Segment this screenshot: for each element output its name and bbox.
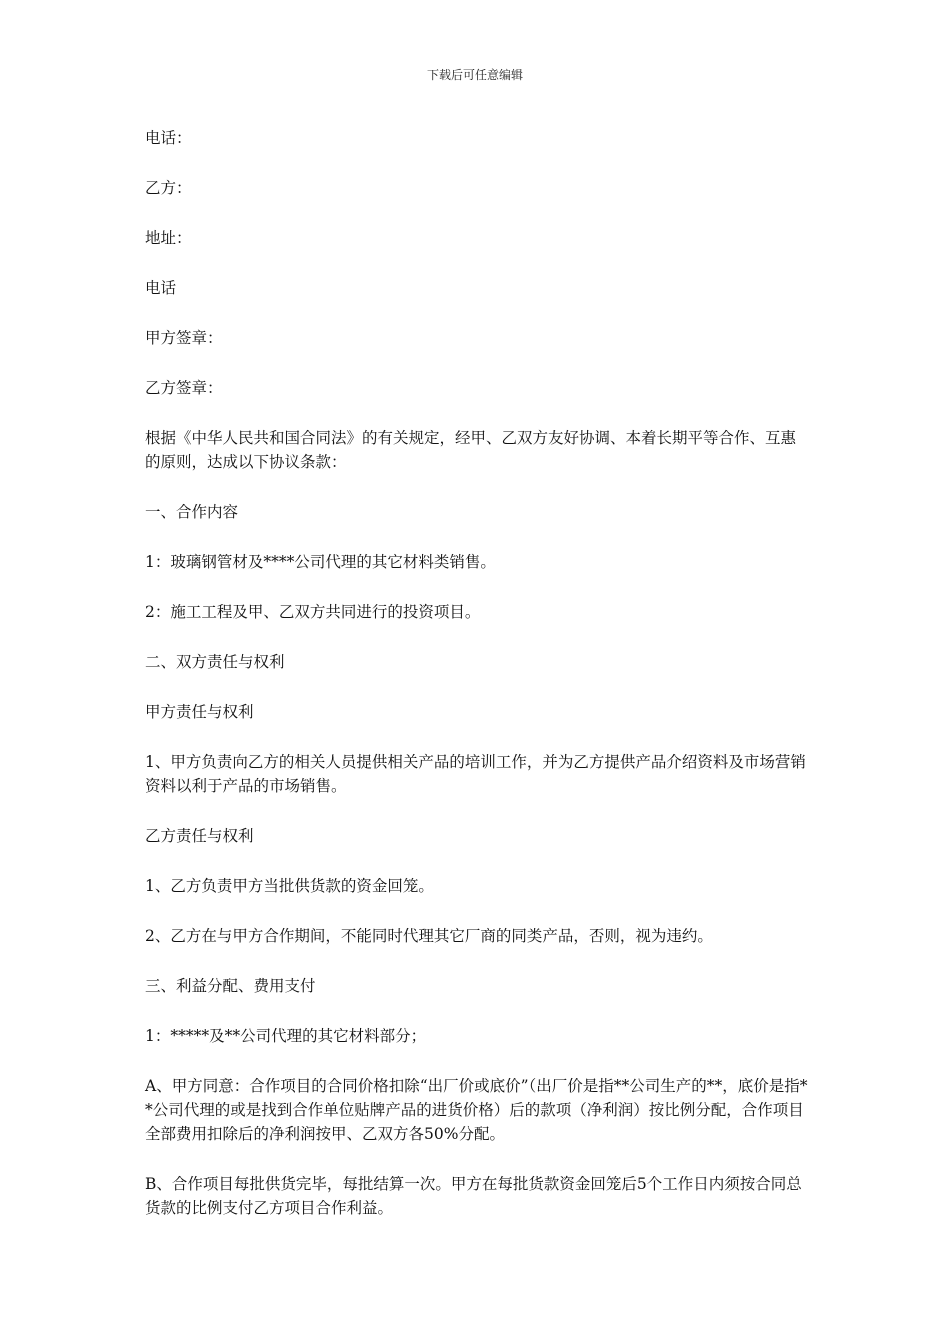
clause-1-1: 1：玻璃钢管材及****公司代理的其它材料类销售。 bbox=[145, 553, 496, 571]
page-header: 下载后可任意编辑 bbox=[426, 68, 523, 82]
section-heading-1: 一、合作内容 bbox=[145, 503, 239, 521]
section-heading-3: 三、利益分配、费用支付 bbox=[145, 977, 316, 995]
clause-2-a-1: 1、甲方负责向乙方的相关人员提供相关产品的培训工作，并为乙方提供产品介绍资料及市场营销资料以利于产品的市场销售。 bbox=[145, 753, 806, 795]
clause-3-1: 1：*****及**公司代理的其它材料部分； bbox=[145, 1027, 427, 1045]
preamble-paragraph: 根据《中华人民共和国合同法》的有关规定，经甲、乙双方友好协调、本着长期平等合作、互惠的原则，达成以下协议条款： bbox=[145, 429, 797, 471]
party-b-line: 乙方： bbox=[145, 179, 192, 197]
address-line: 地址： bbox=[145, 229, 192, 247]
subheading-party-b: 乙方责任与权利 bbox=[145, 827, 254, 845]
phone-line-1: 电话： bbox=[145, 129, 192, 147]
clause-1-2: 2：施工工程及甲、乙双方共同进行的投资项目。 bbox=[145, 603, 481, 621]
party-b-signature: 乙方签章： bbox=[145, 379, 223, 397]
clause-2-b-2: 2、乙方在与甲方合作期间，不能同时代理其它厂商的同类产品，否则，视为违约。 bbox=[145, 927, 713, 945]
clause-3-b: B、合作项目每批供货完毕，每批结算一次。甲方在每批货款资金回笼后5个工作日内须按合同总货款的比例支付乙方项目合作利益。 bbox=[145, 1175, 802, 1217]
section-heading-2: 二、双方责任与权利 bbox=[145, 653, 285, 671]
subheading-party-a: 甲方责任与权利 bbox=[145, 703, 254, 721]
party-a-signature: 甲方签章： bbox=[145, 329, 223, 347]
clause-3-a: A、甲方同意：合作项目的合同价格扣除“出厂价或底价”（出厂价是指**公司生产的**，底价是指**公司代理的或是找到合作单位贴牌产品的进货价格）后的款项（净利润）按比例分配，合作项目全部费用扣除后的净利润按甲、乙双方各50%分配。 bbox=[145, 1077, 808, 1143]
phone-line-2: 电话 bbox=[145, 279, 177, 297]
clause-2-b-1: 1、乙方负责甲方当批供货款的资金回笼。 bbox=[145, 877, 434, 895]
document-body bbox=[145, 126, 810, 1246]
